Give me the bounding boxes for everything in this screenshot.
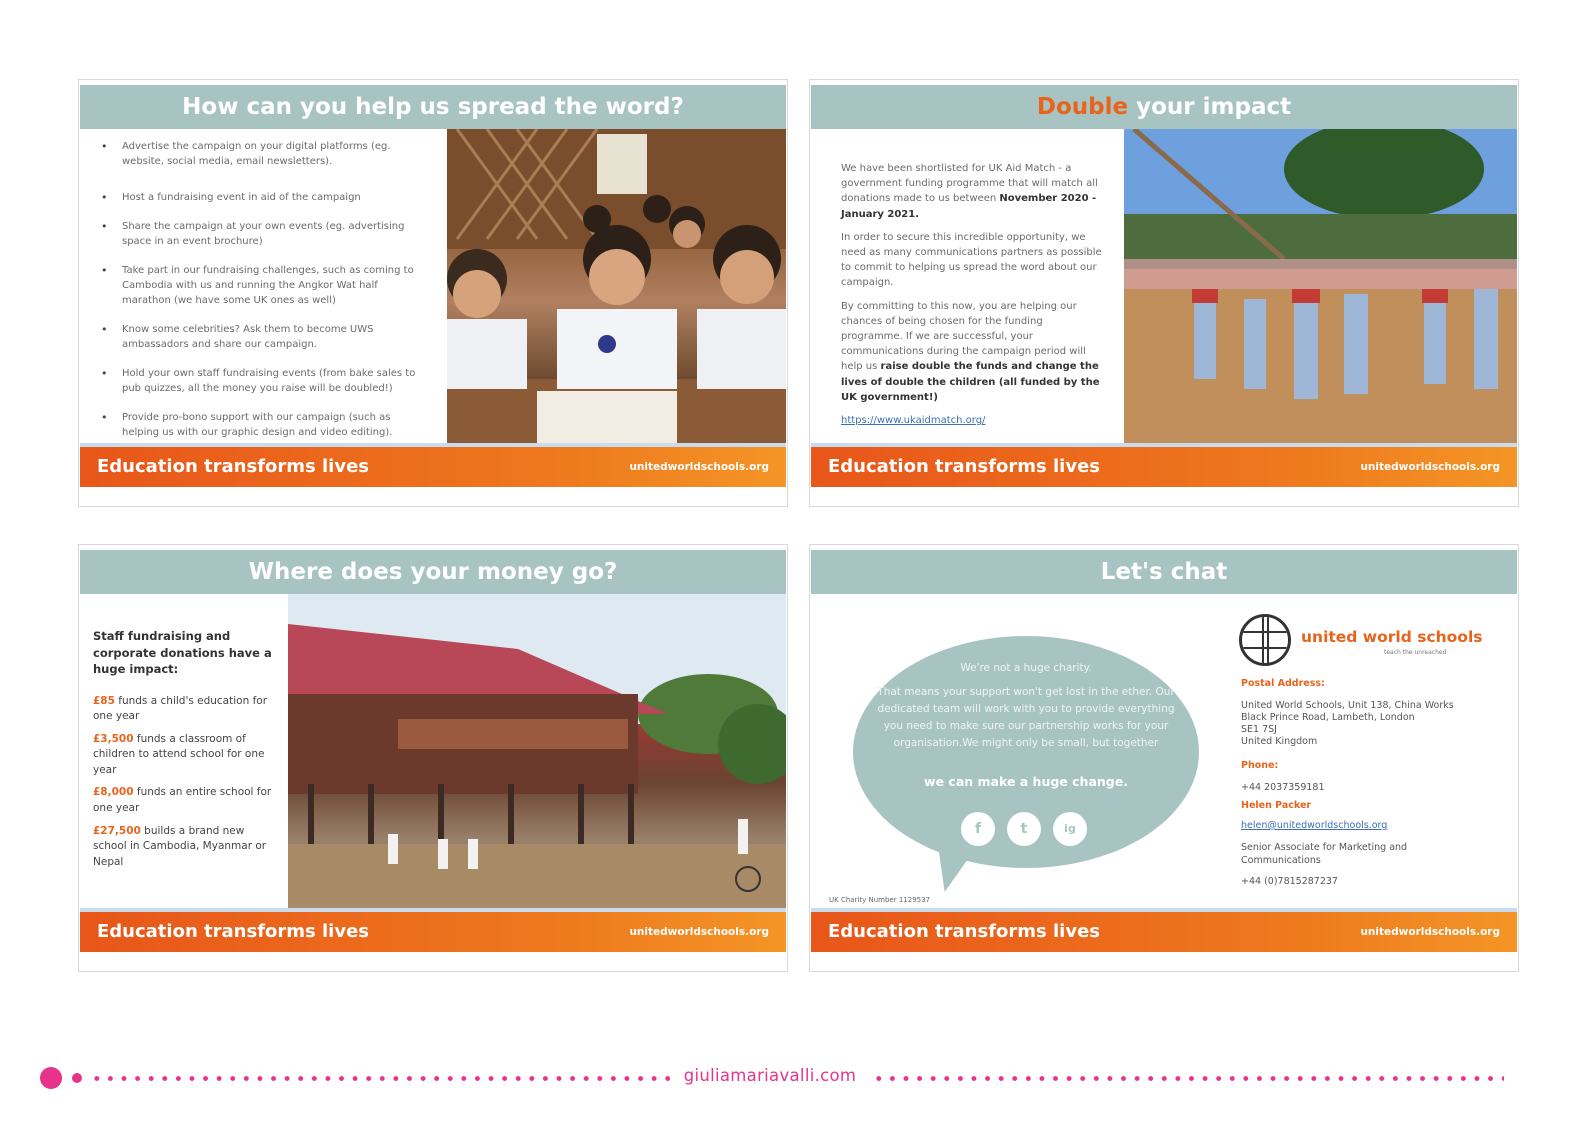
title-accent: Double	[1036, 94, 1129, 120]
list-item: • Advertise the campaign on your digital platforms (eg. website, social media, email newsletters).	[98, 139, 428, 169]
logo-text: united world schools	[1301, 628, 1483, 646]
slide-footer	[811, 447, 1517, 487]
slide-title: Where does your money go?	[80, 550, 786, 594]
help-list	[98, 139, 428, 440]
paragraph	[841, 161, 1106, 222]
footer-tagline: Education transforms lives	[97, 921, 369, 942]
amount: £3,500	[93, 732, 134, 745]
classroom-children-photo	[447, 129, 786, 443]
facebook-icon[interactable]: f	[961, 812, 995, 846]
impact-text: builds a brand new school in Cambodia, Myanmar or Nepal	[93, 824, 267, 868]
list-item: • Hold your own staff fundraising events (from bake sales to pub quizzes, all the money you raise will be doubled!)	[98, 366, 428, 396]
contact-details	[1241, 678, 1501, 888]
instagram-icon[interactable]: ig	[1053, 812, 1087, 846]
list-item: • Share the campaign at your own events (eg. advertising space in an event brochure)	[98, 219, 428, 249]
slide-title	[811, 85, 1517, 129]
bubble-line: We're not a huge charity.	[960, 662, 1092, 674]
amount: £8,000	[93, 786, 134, 799]
paragraph-text: We have been shortlisted for UK Aid Match - a government funding programme that will match all donations made to us between	[841, 163, 1098, 205]
pink-dot-medium	[72, 1073, 82, 1083]
mobile-number: +44 (0)7815287237	[1241, 876, 1338, 887]
footer-url[interactable]: unitedworldschools.org	[629, 926, 769, 938]
paragraph-text: By committing to this now, you are helping our chances of being chosen for the funding programme. If we are successful, your communications during the campaign period will help us	[841, 300, 1086, 373]
footer-url[interactable]: unitedworldschools.org	[1360, 926, 1500, 938]
amount: £85	[93, 694, 115, 707]
impact-item	[93, 732, 278, 779]
slide-where-money-goes	[78, 544, 788, 972]
phone-label: Phone:	[1241, 760, 1279, 771]
pink-dot-large	[40, 1067, 62, 1089]
school-building-photo	[288, 594, 786, 908]
bubble-line: That means your support won't get lost in the ether. Our dedicated team will work with you to provide everything you need to make sure our partnership works for your organisation.We might only be small, but together	[877, 686, 1175, 749]
list-item: • Host a fundraising event in aid of the campaign	[98, 190, 428, 205]
address	[1241, 700, 1501, 748]
globe-icon	[1239, 614, 1291, 666]
footer-tagline: Education transforms lives	[97, 456, 369, 477]
contact-name: Helen Packer	[1241, 800, 1312, 811]
postal-label: Postal Address:	[1241, 678, 1325, 689]
list-item: • Take part in our fundraising challenges, such as coming to Cambodia with us and running the Angkor Wat half marathon (we have some UK ones as well)	[98, 263, 428, 308]
slide-spread-the-word	[78, 79, 788, 507]
slide-footer	[811, 912, 1517, 952]
money-text	[93, 628, 278, 877]
bubble-highlight: we can make a huge change.	[924, 774, 1128, 789]
twitter-icon[interactable]: t	[1007, 812, 1041, 846]
paragraph-bold: raise double the funds and change the lives of double the children (all funded by the UK government!)	[841, 361, 1100, 403]
paragraph	[841, 299, 1106, 405]
logo-subtitle: teach the unreached	[1384, 649, 1447, 656]
slide-footer	[80, 912, 786, 952]
uws-logo	[1239, 614, 1483, 666]
impact-text	[841, 161, 1106, 436]
footer-tagline: Education transforms lives	[828, 456, 1100, 477]
address-line: SE1 7SJ	[1241, 724, 1277, 735]
slide-title: How can you help us spread the word?	[80, 85, 786, 129]
slide-inner	[811, 85, 1517, 487]
impact-text: funds a child's education for one year	[93, 694, 268, 723]
dotted-line-right	[872, 1076, 1504, 1081]
footer-tagline: Education transforms lives	[828, 921, 1100, 942]
impact-item	[93, 824, 278, 871]
list-item: • Provide pro-bono support with our campaign (such as helping us with our graphic design and video editing).	[98, 410, 428, 440]
slide-lets-chat	[809, 544, 1519, 972]
contact-role: Senior Associate for Marketing and Communications	[1241, 842, 1408, 866]
paragraph: In order to secure this incredible opportunity, we need as many communications partners as possible to commit to helping us spread the word about our campaign.	[841, 231, 1102, 289]
address-line: United World Schools, Unit 138, China Works	[1241, 700, 1454, 711]
impact-item	[93, 785, 278, 816]
paragraph	[841, 413, 1106, 428]
phone-number: +44 2037359181	[1241, 782, 1325, 793]
slide-inner	[80, 85, 786, 487]
bubble-text	[873, 660, 1179, 752]
slide-footer	[80, 447, 786, 487]
footer-url[interactable]: unitedworldschools.org	[629, 461, 769, 473]
slide-double-impact	[809, 79, 1519, 507]
footer-url[interactable]: unitedworldschools.org	[1360, 461, 1500, 473]
classroom-photo-illustration	[447, 129, 786, 443]
dancing-children-photo	[1124, 129, 1517, 443]
address-line: United Kingdom	[1241, 736, 1318, 747]
impact-text: funds a classroom of children to attend school for one year	[93, 732, 265, 776]
charity-number: UK Charity Number 1129537	[829, 896, 931, 904]
ukaidmatch-link[interactable]: https://www.ukaidmatch.org/	[841, 415, 986, 427]
amount: £27,500	[93, 824, 141, 837]
title-rest: your impact	[1128, 94, 1292, 120]
slide-inner	[80, 550, 786, 952]
dancing-photo-illustration	[1124, 129, 1517, 443]
impact-text: funds an entire school for one year	[93, 786, 272, 815]
website-link[interactable]: giuliamariavalli.com	[683, 1066, 857, 1085]
slide-title: Let's chat	[811, 550, 1517, 594]
school-photo-illustration	[288, 594, 786, 908]
lead-text: Staff fundraising and corporate donations have a huge impact:	[93, 629, 272, 676]
paragraph-bold: November 2020 - January 2021.	[841, 193, 1097, 220]
dotted-line-left	[90, 1076, 670, 1081]
slide-inner	[811, 550, 1517, 952]
impact-item	[93, 694, 278, 725]
email-link[interactable]: helen@unitedworldschools.org	[1241, 820, 1388, 831]
list-item: • Know some celebrities? Ask them to become UWS ambassadors and share our campaign.	[98, 322, 428, 352]
address-line: Black Prince Road, Lambeth, London	[1241, 712, 1415, 723]
